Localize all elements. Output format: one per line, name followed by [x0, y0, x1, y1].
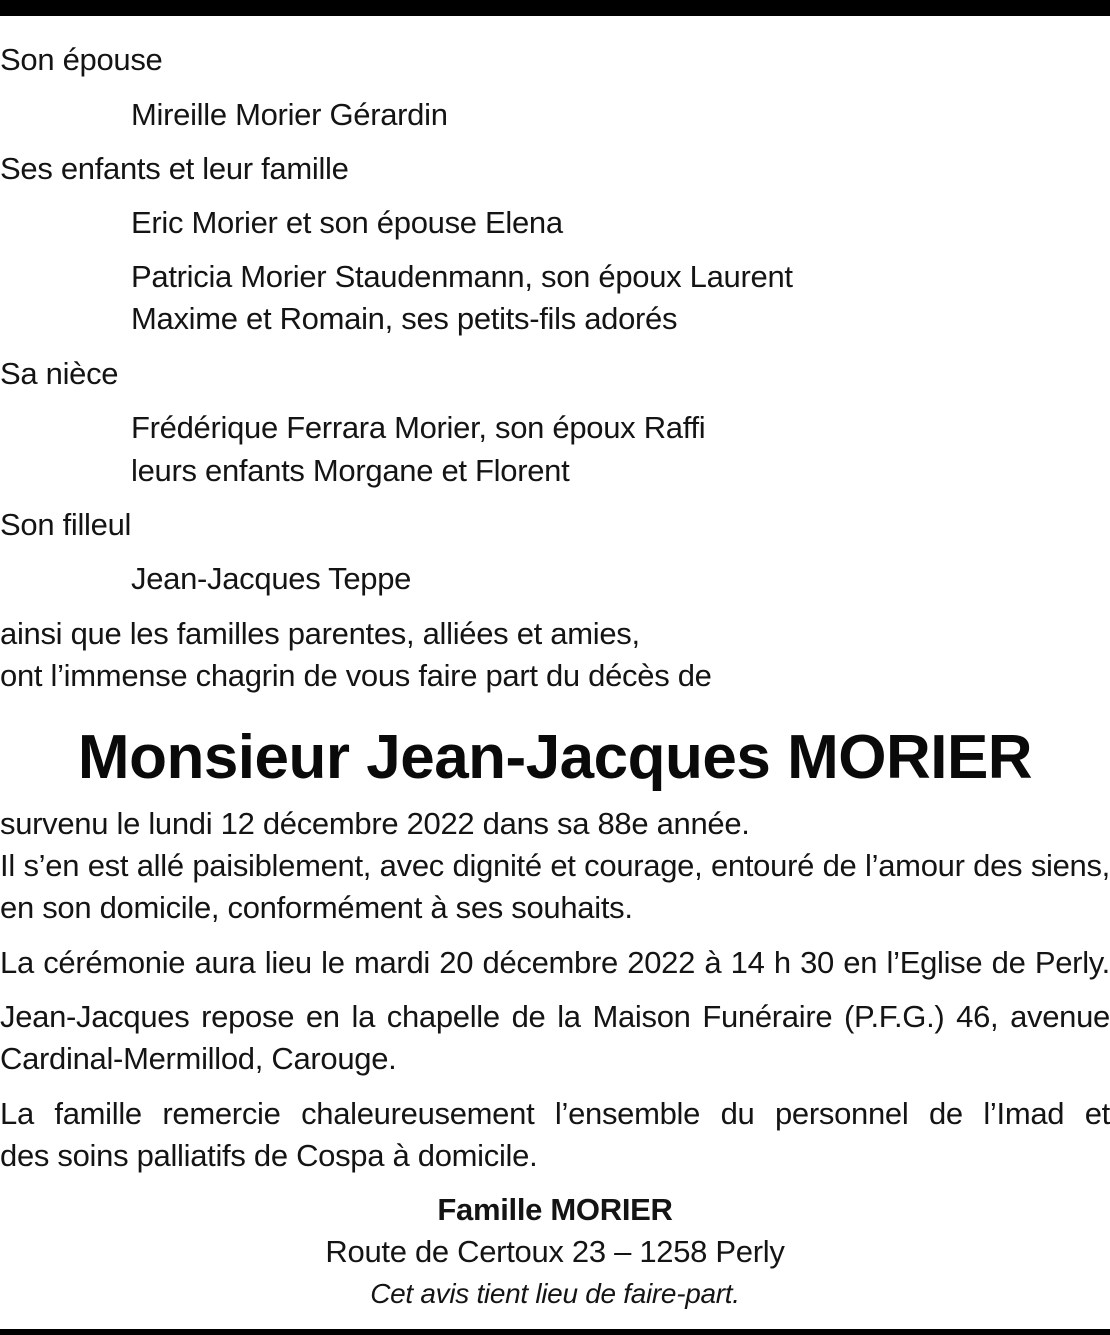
body-line-rest-1: Jean-Jacques repose en la chapelle de la Maison Funéraire (P.F.G.) 46, avenue — [0, 999, 1110, 1034]
section-heading-children: Ses enfants et leur famille — [0, 151, 349, 186]
body-line-date: survenu le lundi 12 décembre 2022 dans sa 88e année. — [0, 806, 750, 841]
signature-address: Route de Certoux 23 – 1258 Perly — [325, 1234, 785, 1269]
section-heading-godson: Son filleul — [0, 507, 132, 542]
body-line-domicile: en son domicile, conformément à ses souhaits. — [0, 890, 633, 925]
section-heading-spouse: Son épouse — [0, 42, 163, 77]
body-line-ceremony: La cérémonie aura lieu le mardi 20 décembre 2022 à 14 h 30 en l’Eglise de Perly. — [0, 945, 1110, 980]
child-line-1: Eric Morier et son épouse Elena — [131, 205, 563, 240]
niece-line-2: leurs enfants Morgane et Florent — [131, 453, 570, 488]
body-line-rest-2: Cardinal-Mermillod, Carouge. — [0, 1041, 397, 1076]
intro-line-1: ainsi que les familles parentes, alliées et amies, — [0, 616, 640, 651]
signature-name: Famille MORIER — [437, 1192, 673, 1227]
grandchildren-line: Maxime et Romain, ses petits-fils adorés — [131, 301, 678, 336]
body-line-thanks-2: des soins palliatifs de Cospa à domicile. — [0, 1138, 538, 1173]
bottom-rule — [0, 1329, 1110, 1335]
godson-name: Jean-Jacques Teppe — [131, 561, 412, 596]
signature-note: Cet avis tient lieu de faire-part. — [370, 1278, 740, 1309]
section-heading-niece: Sa nièce — [0, 356, 119, 391]
intro-line-2: ont l’immense chagrin de vous faire part du décès de — [0, 658, 712, 693]
child-line-2: Patricia Morier Staudenmann, son époux Laurent — [131, 259, 793, 294]
top-rule — [0, 0, 1110, 16]
spouse-name: Mireille Morier Gérardin — [131, 97, 448, 132]
deceased-name: Monsieur Jean-Jacques MORIER — [77, 723, 1033, 792]
niece-line-1: Frédérique Ferrara Morier, son époux Raffi — [131, 410, 706, 445]
body-line-passing: Il s’en est allé paisiblement, avec dignité et courage, entouré de l’amour des siens, — [0, 848, 1110, 883]
body-line-thanks-1: La famille remercie chaleureusement l’ensemble du personnel de l’Imad et — [0, 1096, 1110, 1131]
